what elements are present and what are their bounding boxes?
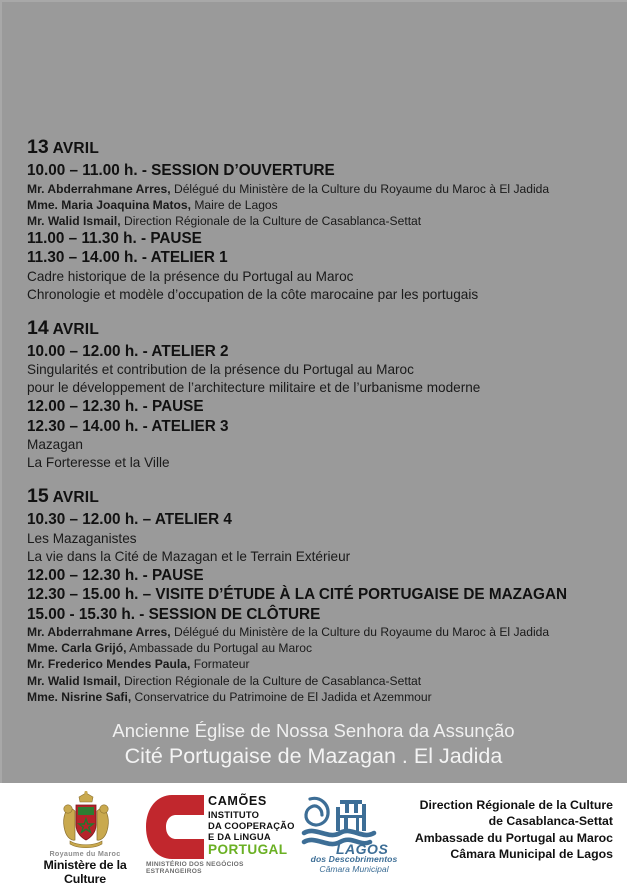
speaker-row: [27, 213, 613, 229]
speaker-name: Mme. Carla Grijó,: [27, 641, 127, 656]
slot-description-line: La Forteresse et la Ville: [27, 455, 170, 471]
speaker-row: [27, 689, 613, 705]
speaker-role: Maire de Lagos: [190, 197, 278, 212]
lagos-line-3: Câmara Municipal: [319, 864, 389, 874]
speaker-row: [27, 181, 613, 197]
slot-title: 12.30 – 14.00 h. - ATELIER 3: [27, 417, 229, 435]
day-block: [27, 317, 613, 473]
slot-description-line: Mazagan: [27, 437, 83, 453]
slot-title: 12.30 – 15.00 h. – VISITE D’ÉTUDE À LA CITÉ PORTUGAISE DE MAZAGAN: [27, 586, 568, 604]
camoes-institute-logo: [146, 795, 296, 877]
poster-footer: [0, 783, 627, 887]
day-month: AVRIL: [48, 320, 99, 338]
lagos-line-1: LAGOS: [336, 841, 389, 857]
slot-title: 12.00 – 12.30 h. - PAUSE: [27, 398, 204, 416]
slot-title: 15.00 - 15.30 h. - SESSION DE CLÔTURE: [27, 605, 321, 623]
speaker-row: [27, 624, 613, 640]
day-heading: [27, 317, 613, 341]
day-number: 14: [27, 316, 49, 339]
schedule-slot: [27, 397, 613, 417]
speaker-row: [27, 197, 613, 213]
camoes-subline: MINISTÉRIO DOS NEGÓCIOS ESTRANGEIROS: [146, 861, 244, 875]
venue-line-2: Cité Portugaise de Mazagan . El Jadida: [124, 744, 503, 768]
camoes-line-5: PORTUGAL: [208, 842, 288, 858]
day-number: 13: [27, 136, 49, 158]
schedule-slot: [27, 585, 613, 605]
programme-content: [27, 136, 613, 705]
slot-description-line: Chronologie et modèle d’occupation de la côte marocaine par les portugais: [27, 286, 479, 302]
speaker-row: [27, 656, 613, 672]
morocco-coat-of-arms-icon: [56, 791, 116, 851]
day-heading: [27, 485, 613, 509]
slot-title: 11.30 – 14.00 h. - ATELIER 1: [27, 249, 228, 267]
speaker-role: Délégué du Ministère de la Culture du Royaume du Maroc à El Jadida: [170, 625, 550, 640]
camoes-text-block: [208, 795, 298, 857]
speaker-role: Délégué du Ministère de la Culture du Royaume du Maroc à El Jadida: [170, 181, 550, 196]
day-block: [27, 485, 613, 704]
speaker-role: Direction Régionale de la Culture de Casablanca-Settat: [120, 213, 422, 228]
slot-description-line: Singularités et contribution de la présence du Portugal au Maroc: [27, 362, 414, 378]
camoes-c-icon: [146, 795, 204, 859]
speaker-row: [27, 673, 613, 689]
footer-credit-line: de Casablanca-Settat: [488, 814, 613, 829]
slot-description-line: Cadre historique de la présence du Portugal au Maroc: [27, 268, 354, 284]
camoes-line-3: DA COOPERAÇÃO: [208, 819, 295, 831]
day-heading: [27, 136, 613, 160]
footer-credit-line: Câmara Municipal de Lagos: [450, 847, 613, 862]
slot-title: 10.30 – 12.00 h. – ATELIER 4: [27, 511, 232, 529]
lagos-line-2: dos Descobrimentos: [310, 854, 398, 864]
slot-title: 10.00 – 11.00 h. - SESSION D’OUVERTURE: [27, 162, 335, 179]
footer-credit-line: Direction Régionale de la Culture: [419, 798, 613, 812]
speaker-name: Mr. Walid Ismail,: [27, 673, 121, 688]
schedule-slot: [27, 342, 613, 398]
day-month: AVRIL: [48, 140, 99, 157]
slot-description-line: Les Mazaganistes: [27, 530, 137, 546]
schedule-slot: [27, 248, 613, 304]
speaker-role: Direction Régionale de la Culture de Casablanca-Settat: [120, 673, 422, 688]
footer-credits: [363, 797, 613, 863]
morocco-caption-main: Ministère de la Culture: [43, 858, 127, 886]
camoes-line-2: INSTITUTO: [208, 808, 260, 820]
speaker-row: [27, 640, 613, 656]
slot-description-line: La vie dans la Cité de Mazagan et le Terrain Extérieur: [27, 548, 351, 564]
schedule-slot: [27, 229, 613, 249]
speaker-role: Formateur: [190, 657, 250, 672]
camoes-line-1: CAMÕES: [208, 794, 267, 808]
speaker-role: Ambassade du Portugal au Maroc: [126, 641, 313, 656]
speaker-name: Mr. Walid Ismail,: [27, 213, 121, 228]
camoes-line-4: E DA LiNGUA: [208, 830, 271, 842]
speaker-name: Mr. Frederico Mendes Paula,: [27, 657, 191, 672]
morocco-caption-top: Royaume du Maroc: [49, 849, 121, 858]
slot-description-line: pour le développement de l’architecture militaire et de l’urbanisme moderne: [27, 380, 481, 396]
schedule-slot: [27, 417, 613, 473]
speaker-name: Mme. Nisrine Safi,: [27, 689, 132, 704]
morocco-ministry-logo: [30, 789, 140, 886]
slot-title: 11.00 – 11.30 h. - PAUSE: [27, 229, 202, 247]
speaker-name: Mr. Abderrahmane Arres,: [27, 181, 171, 196]
schedule-slot: [27, 605, 613, 705]
venue-line-1: Ancienne Église de Nossa Senhora da Assunção: [112, 720, 515, 741]
venue-block: [0, 719, 627, 770]
slot-title: 10.00 – 12.00 h. - ATELIER 2: [27, 342, 229, 360]
schedule-slot: [27, 161, 613, 229]
footer-credit-line: Ambassade du Portugal au Maroc: [414, 830, 613, 845]
day-month: AVRIL: [48, 489, 99, 507]
day-block: [27, 136, 613, 304]
speaker-role: Conservatrice du Patrimoine de El Jadida et Azemmour: [131, 689, 432, 704]
schedule-slot: [27, 566, 613, 586]
schedule-slot: [27, 510, 613, 566]
day-number: 15: [27, 485, 49, 508]
speaker-name: Mme. Maria Joaquina Matos,: [27, 197, 191, 212]
speaker-name: Mr. Abderrahmane Arres,: [27, 625, 171, 640]
slot-title: 12.00 – 12.30 h. - PAUSE: [27, 566, 204, 584]
